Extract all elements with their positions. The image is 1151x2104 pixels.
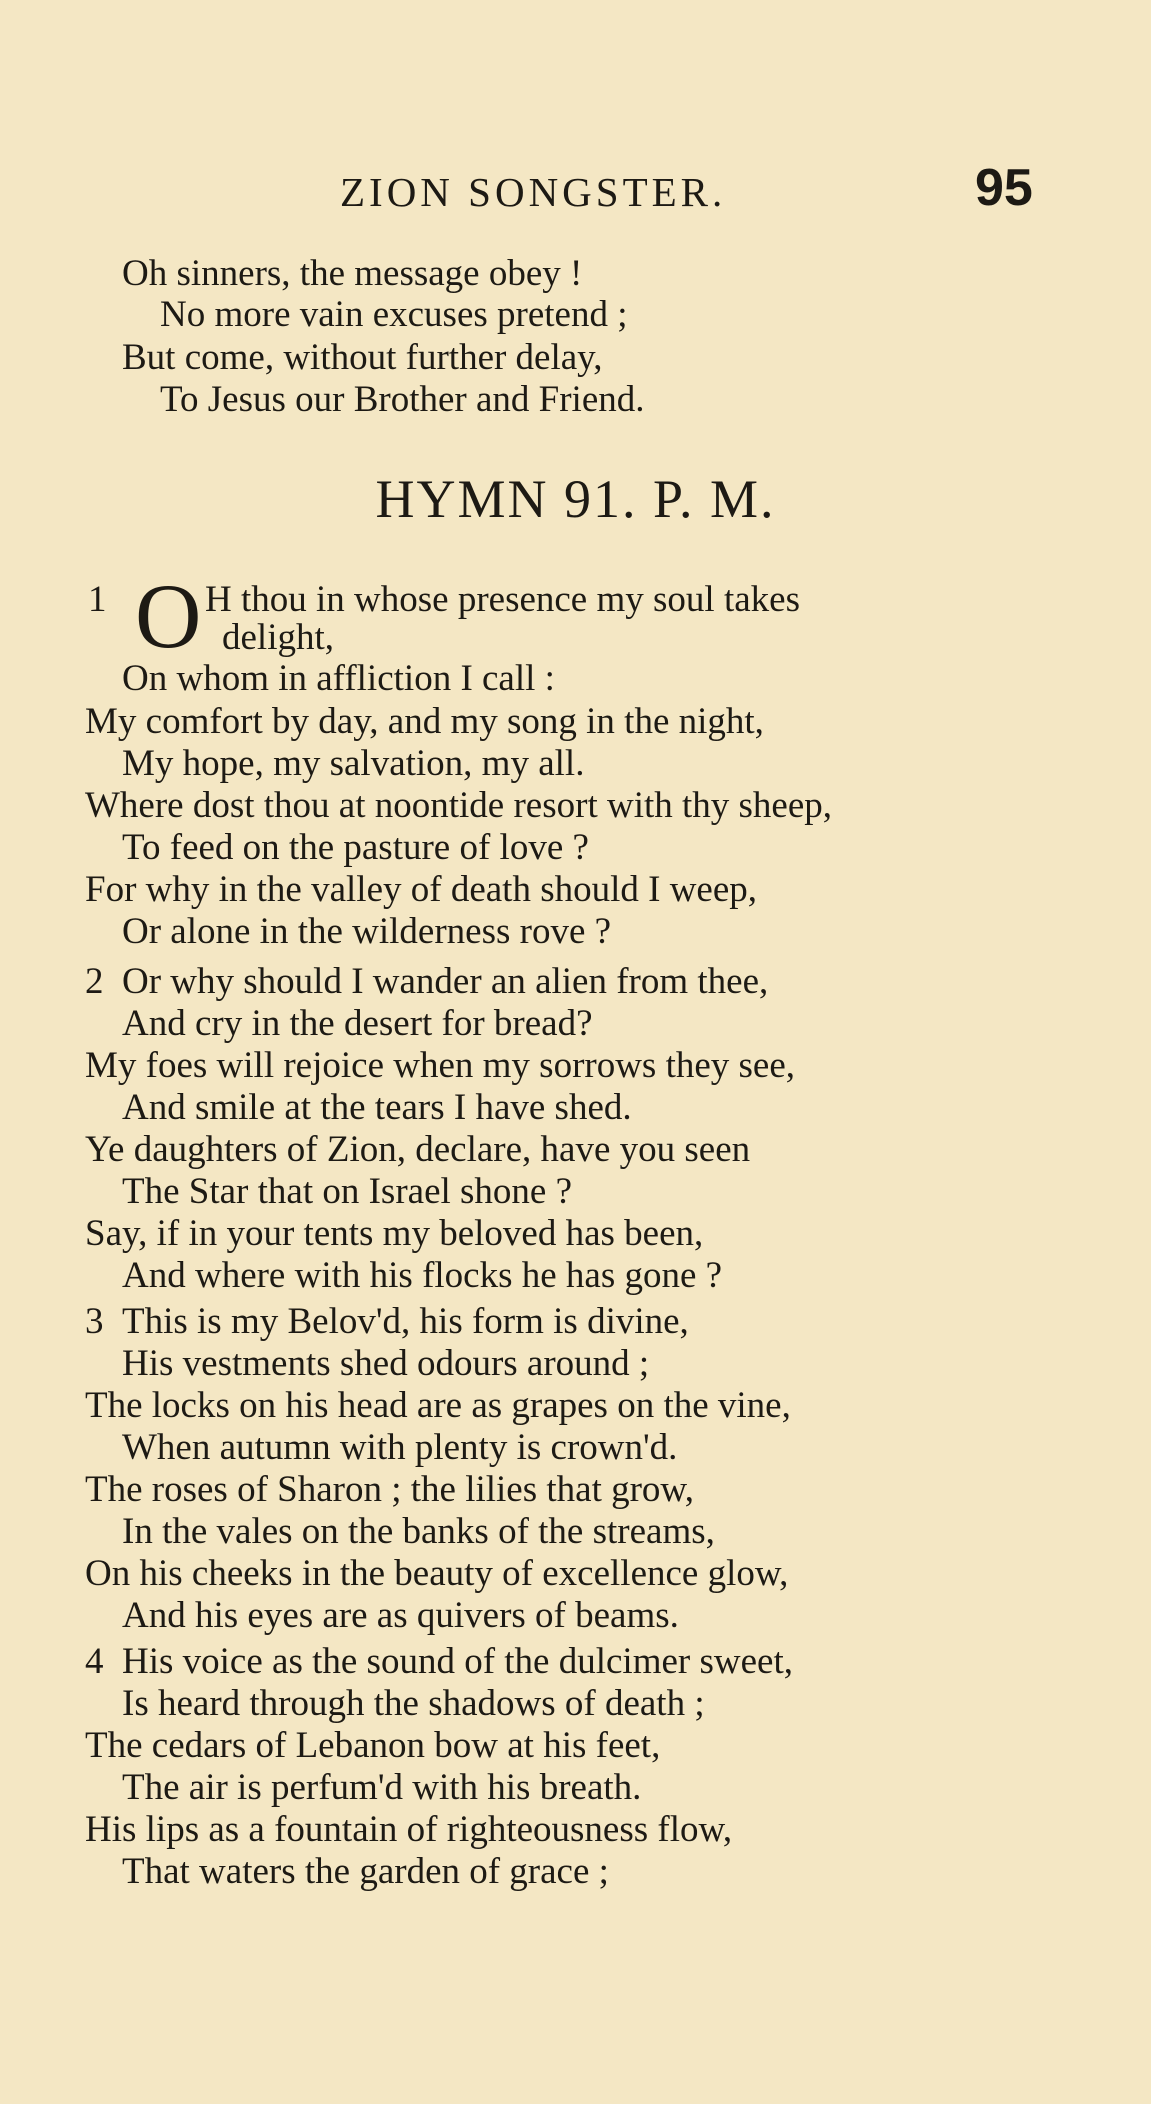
verse-line: The cedars of Lebanon bow at his feet, bbox=[85, 1725, 661, 1766]
verse-line: The roses of Sharon ; the lilies that grow, bbox=[85, 1469, 695, 1510]
verse-line: And where with his flocks he has gone ? bbox=[122, 1255, 723, 1296]
running-head bbox=[0, 158, 1151, 218]
verse-number: 3 bbox=[85, 1301, 104, 1342]
verse-number: 4 bbox=[85, 1641, 104, 1682]
page-number: 95 bbox=[975, 159, 1033, 217]
verse-line: Say, if in your tents my beloved has been, bbox=[85, 1213, 704, 1254]
verse-line: The air is perfum'd with his breath. bbox=[122, 1767, 642, 1808]
verse-line: The locks on his head are as grapes on the vine, bbox=[85, 1385, 791, 1426]
verse-line: Is heard through the shadows of death ; bbox=[122, 1683, 705, 1724]
verse-line: To feed on the pasture of love ? bbox=[122, 827, 589, 868]
verse-line: My comfort by day, and my song in the night, bbox=[85, 701, 764, 742]
verse-number: 1 bbox=[88, 579, 107, 620]
verse-number: 2 bbox=[85, 961, 104, 1002]
verse-line: Where dost thou at noontide resort with thy sheep, bbox=[85, 785, 833, 826]
verse-line: My foes will rejoice when my sorrows they see, bbox=[85, 1045, 796, 1086]
prev-hymn-line: No more vain excuses pretend ; bbox=[160, 294, 628, 335]
verse-line: On whom in affliction I call : bbox=[122, 658, 555, 699]
prev-hymn-line: But come, without further delay, bbox=[122, 337, 603, 378]
verse-line: This is my Belov'd, his form is divine, bbox=[122, 1301, 689, 1342]
prev-hymn-line: To Jesus our Brother and Friend. bbox=[160, 379, 645, 420]
verse-line: Ye daughters of Zion, declare, have you seen bbox=[85, 1129, 751, 1170]
running-title: ZION SONGSTER. bbox=[340, 169, 727, 215]
verse-line: And smile at the tears I have shed. bbox=[122, 1087, 632, 1128]
verse-line: That waters the garden of grace ; bbox=[122, 1851, 609, 1892]
verse-line: And cry in the desert for bread? bbox=[122, 1003, 593, 1044]
prev-hymn-line: Oh sinners, the message obey ! bbox=[122, 253, 583, 294]
verse-line: Or why should I wander an alien from thee, bbox=[122, 961, 769, 1002]
verse-line: The Star that on Israel shone ? bbox=[122, 1171, 573, 1212]
verse-line: His voice as the sound of the dulcimer sweet, bbox=[122, 1641, 793, 1682]
verse-line: In the vales on the banks of the streams, bbox=[122, 1511, 715, 1552]
verse-line: His vestments shed odours around ; bbox=[122, 1343, 650, 1384]
drop-cap: O bbox=[135, 565, 202, 667]
verse-line: On his cheeks in the beauty of excellence glow, bbox=[85, 1553, 789, 1594]
verse-line: delight, bbox=[222, 617, 335, 658]
hymn-heading: HYMN 91. P. M. bbox=[375, 469, 776, 529]
verse-line: My hope, my salvation, my all. bbox=[122, 743, 585, 784]
verse-line: And his eyes are as quivers of beams. bbox=[122, 1595, 679, 1636]
verse-line: When autumn with plenty is crown'd. bbox=[122, 1427, 678, 1468]
verse-line: H thou in whose presence my soul takes bbox=[205, 579, 800, 620]
verse-line: His lips as a fountain of righteousness flow, bbox=[85, 1809, 733, 1850]
verse-line: Or alone in the wilderness rove ? bbox=[122, 911, 612, 952]
verse-line: For why in the valley of death should I weep, bbox=[85, 869, 758, 910]
